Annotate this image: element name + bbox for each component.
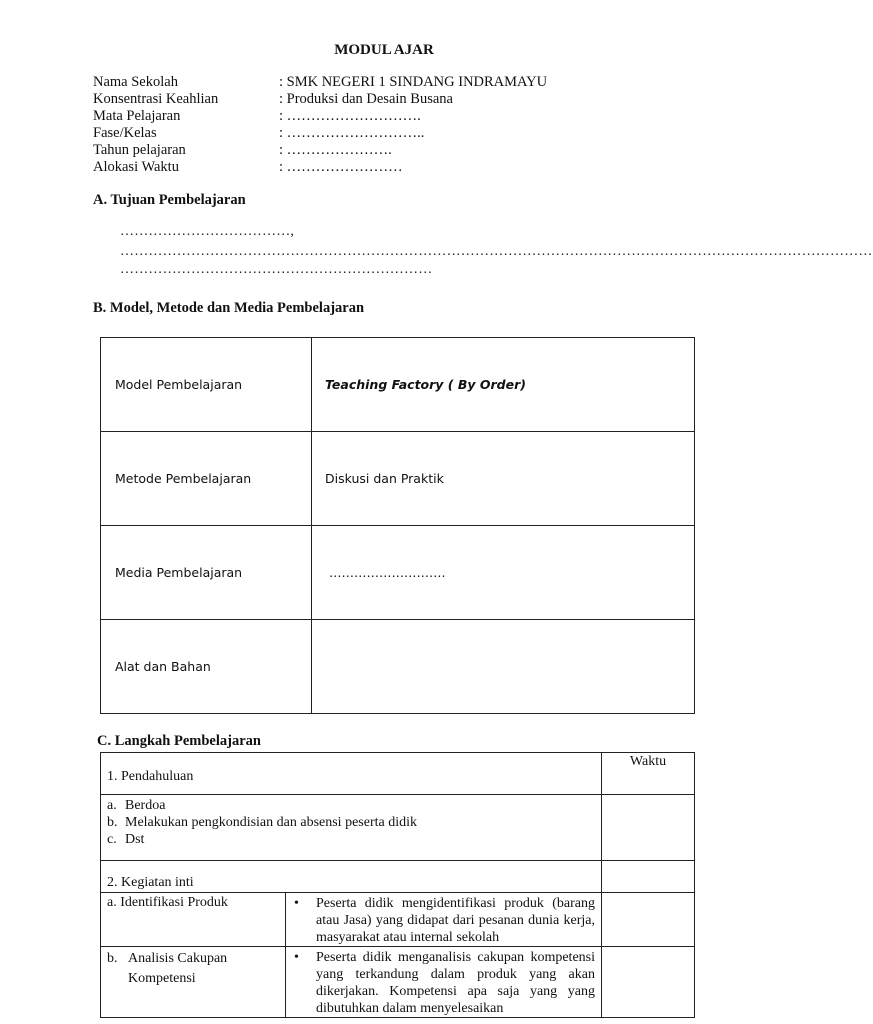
info-label-tahun: Tahun pelajaran (93, 142, 186, 158)
media-label: Media Pembelajaran (101, 526, 312, 620)
table-row (101, 338, 695, 432)
table-row (101, 753, 695, 795)
analisis-text: Peserta didik menganalisis cakupan kompetensi yang terkandung dalam produk yang akan dikerjakan. Kompetensi apa saja yang yang dibutuhkan dalam menyelesaikan (316, 950, 595, 1016)
list-mark: b. (107, 815, 118, 830)
pendahuluan-items (101, 795, 602, 861)
tujuan-line-2: …………………………………………………………………………………………………………………………………………… (120, 244, 873, 259)
analisis-desc (286, 947, 602, 1018)
waktu-cell (602, 893, 695, 947)
alat-value (312, 620, 695, 714)
info-value-mapel: : ………………………. (279, 108, 421, 124)
info-value-tahun: : …………………. (279, 142, 392, 158)
alat-label: Alat dan Bahan (101, 620, 312, 714)
info-label-fase: Fase/Kelas (93, 125, 157, 141)
page-title: MODUL AJAR (334, 42, 434, 58)
info-label-mapel: Mata Pelajaran (93, 108, 181, 124)
table-row (101, 795, 695, 861)
info-value-school: : SMK NEGERI 1 SINDANG INDRAMAYU (279, 74, 548, 90)
bullet-icon: • (294, 896, 299, 911)
model-value: Teaching Factory ( By Order) (312, 338, 695, 432)
section-c-heading: C. Langkah Pembelajaran (97, 733, 261, 749)
model-label: Model Pembelajaran (101, 338, 312, 432)
info-label-school: Nama Sekolah (93, 74, 178, 90)
waktu-cell (602, 861, 695, 893)
analisis-label: Analisis Cakupan Kompetensi (128, 951, 228, 986)
section-b-heading: B. Model, Metode dan Media Pembelajaran (93, 300, 365, 316)
identifikasi-desc (286, 893, 602, 947)
metode-label: Metode Pembelajaran (101, 432, 312, 526)
metode-value: Diskusi dan Praktik (312, 432, 695, 526)
model-metode-table (100, 337, 695, 714)
analisis-label-cell (101, 947, 286, 1018)
list-item (107, 831, 595, 848)
info-label-alokasi: Alokasi Waktu (93, 159, 179, 175)
list-item (107, 814, 595, 831)
media-value: ………………………. (312, 526, 695, 620)
table-row (101, 947, 695, 1018)
list-item (107, 797, 595, 814)
table-row (101, 620, 695, 714)
waktu-cell (602, 947, 695, 1018)
identifikasi-label: a. Identifikasi Produk (101, 893, 286, 947)
table-row (101, 861, 695, 893)
identifikasi-text: Peserta didik mengidentifikasi produk (barang atau Jasa) yang didapat dari pesanan dunia kerja, masyarakat atau internal sekolah (316, 896, 595, 945)
waktu-header: Waktu (602, 753, 695, 795)
info-label-konsentrasi: Konsentrasi Keahlian (93, 91, 219, 107)
langkah-table (100, 752, 695, 1018)
table-row (101, 432, 695, 526)
kegiatan-inti-header: 2. Kegiatan inti (101, 861, 602, 893)
table-row (101, 526, 695, 620)
list-text: Melakukan pengkondisian dan absensi peserta didik (125, 815, 417, 830)
tujuan-line-3: ………………………………………………………… (120, 262, 433, 277)
info-value-konsentrasi: : Produksi dan Desain Busana (279, 91, 453, 107)
bullet-icon: • (294, 950, 299, 965)
list-text: Berdoa (125, 798, 166, 813)
table-row (101, 893, 695, 947)
tujuan-line-1: ………………………………, (120, 224, 295, 239)
list-text: Dst (125, 832, 145, 847)
info-value-alokasi: : …………………… (279, 159, 403, 175)
analisis-mark: b. (107, 951, 118, 966)
section-a-heading: A. Tujuan Pembelajaran (93, 192, 246, 208)
list-mark: a. (107, 798, 117, 813)
list-mark: c. (107, 832, 117, 847)
waktu-cell (602, 795, 695, 861)
info-value-fase: : ……………………….. (279, 125, 425, 141)
pendahuluan-header: 1. Pendahuluan (101, 753, 602, 795)
